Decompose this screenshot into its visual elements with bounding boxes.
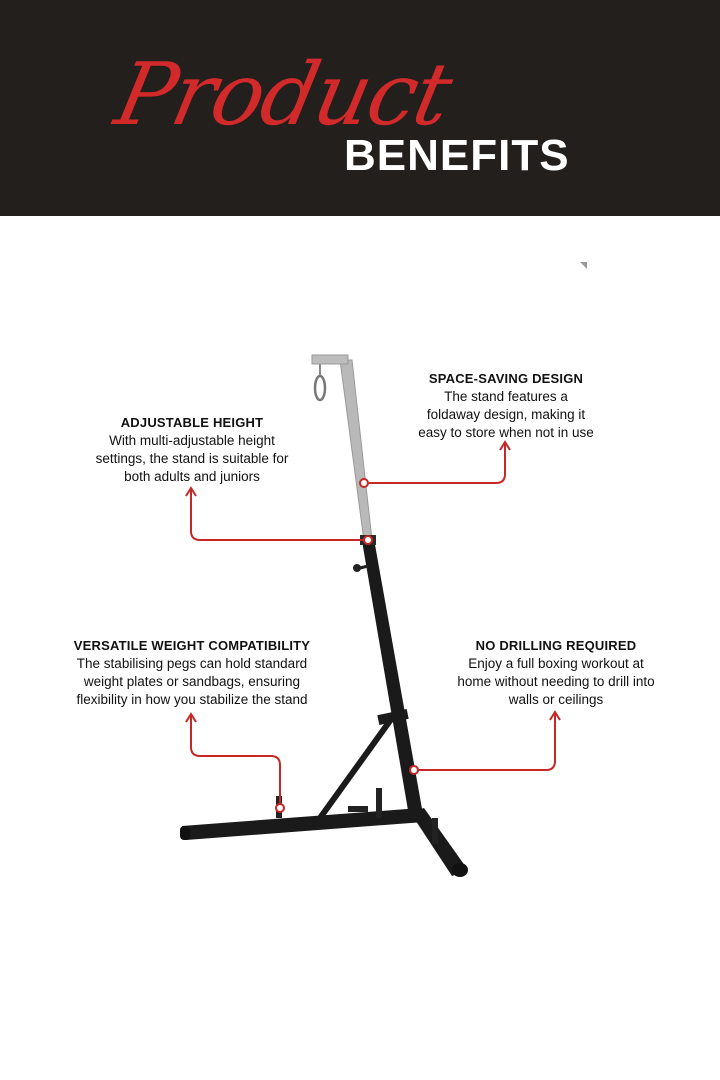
- adjust-knob: [353, 564, 361, 572]
- callout-heading: VERSATILE WEIGHT COMPATIBILITY: [73, 638, 311, 653]
- upper-mast: [340, 360, 372, 541]
- callout-heading: ADJUSTABLE HEIGHT: [120, 415, 264, 430]
- weight-peg: [376, 788, 382, 818]
- pointer-dot: [360, 479, 368, 487]
- top-arm: [312, 355, 348, 364]
- lower-mast: [362, 539, 424, 822]
- callout-body: The stand features a foldaway design, making it easy to store when not in use: [418, 389, 594, 440]
- carabiner-icon: [315, 376, 325, 400]
- callout-body: With multi-adjustable height settings, the stand is suitable for both adults and juniors: [95, 433, 289, 484]
- corner-mark: [580, 262, 587, 269]
- callout-body: Enjoy a full boxing workout at home without needing to drill into walls or ceilings: [457, 656, 655, 707]
- pointer-dot: [364, 536, 372, 544]
- callout-body: The stabilising pegs can hold standard weight plates or sandbags, ensuring flexibility in how you stabilize the stand: [76, 656, 308, 707]
- callout-adjustable-height: [72, 414, 312, 486]
- base-bar: [182, 808, 424, 840]
- callout-heading: SPACE-SAVING DESIGN: [428, 371, 584, 386]
- callout-space-saving: [398, 370, 614, 442]
- script-title: Product: [107, 45, 459, 145]
- bold-title: BENEFITS: [344, 131, 570, 180]
- pointer-dot: [276, 804, 284, 812]
- pointer-dot: [410, 766, 418, 774]
- weight-peg: [432, 818, 438, 844]
- callout-heading: NO DRILLING REQUIRED: [475, 638, 637, 653]
- pointer-lines: [186, 442, 560, 812]
- callout-weight-compatibility: [56, 637, 328, 709]
- callout-no-drilling: [436, 637, 676, 709]
